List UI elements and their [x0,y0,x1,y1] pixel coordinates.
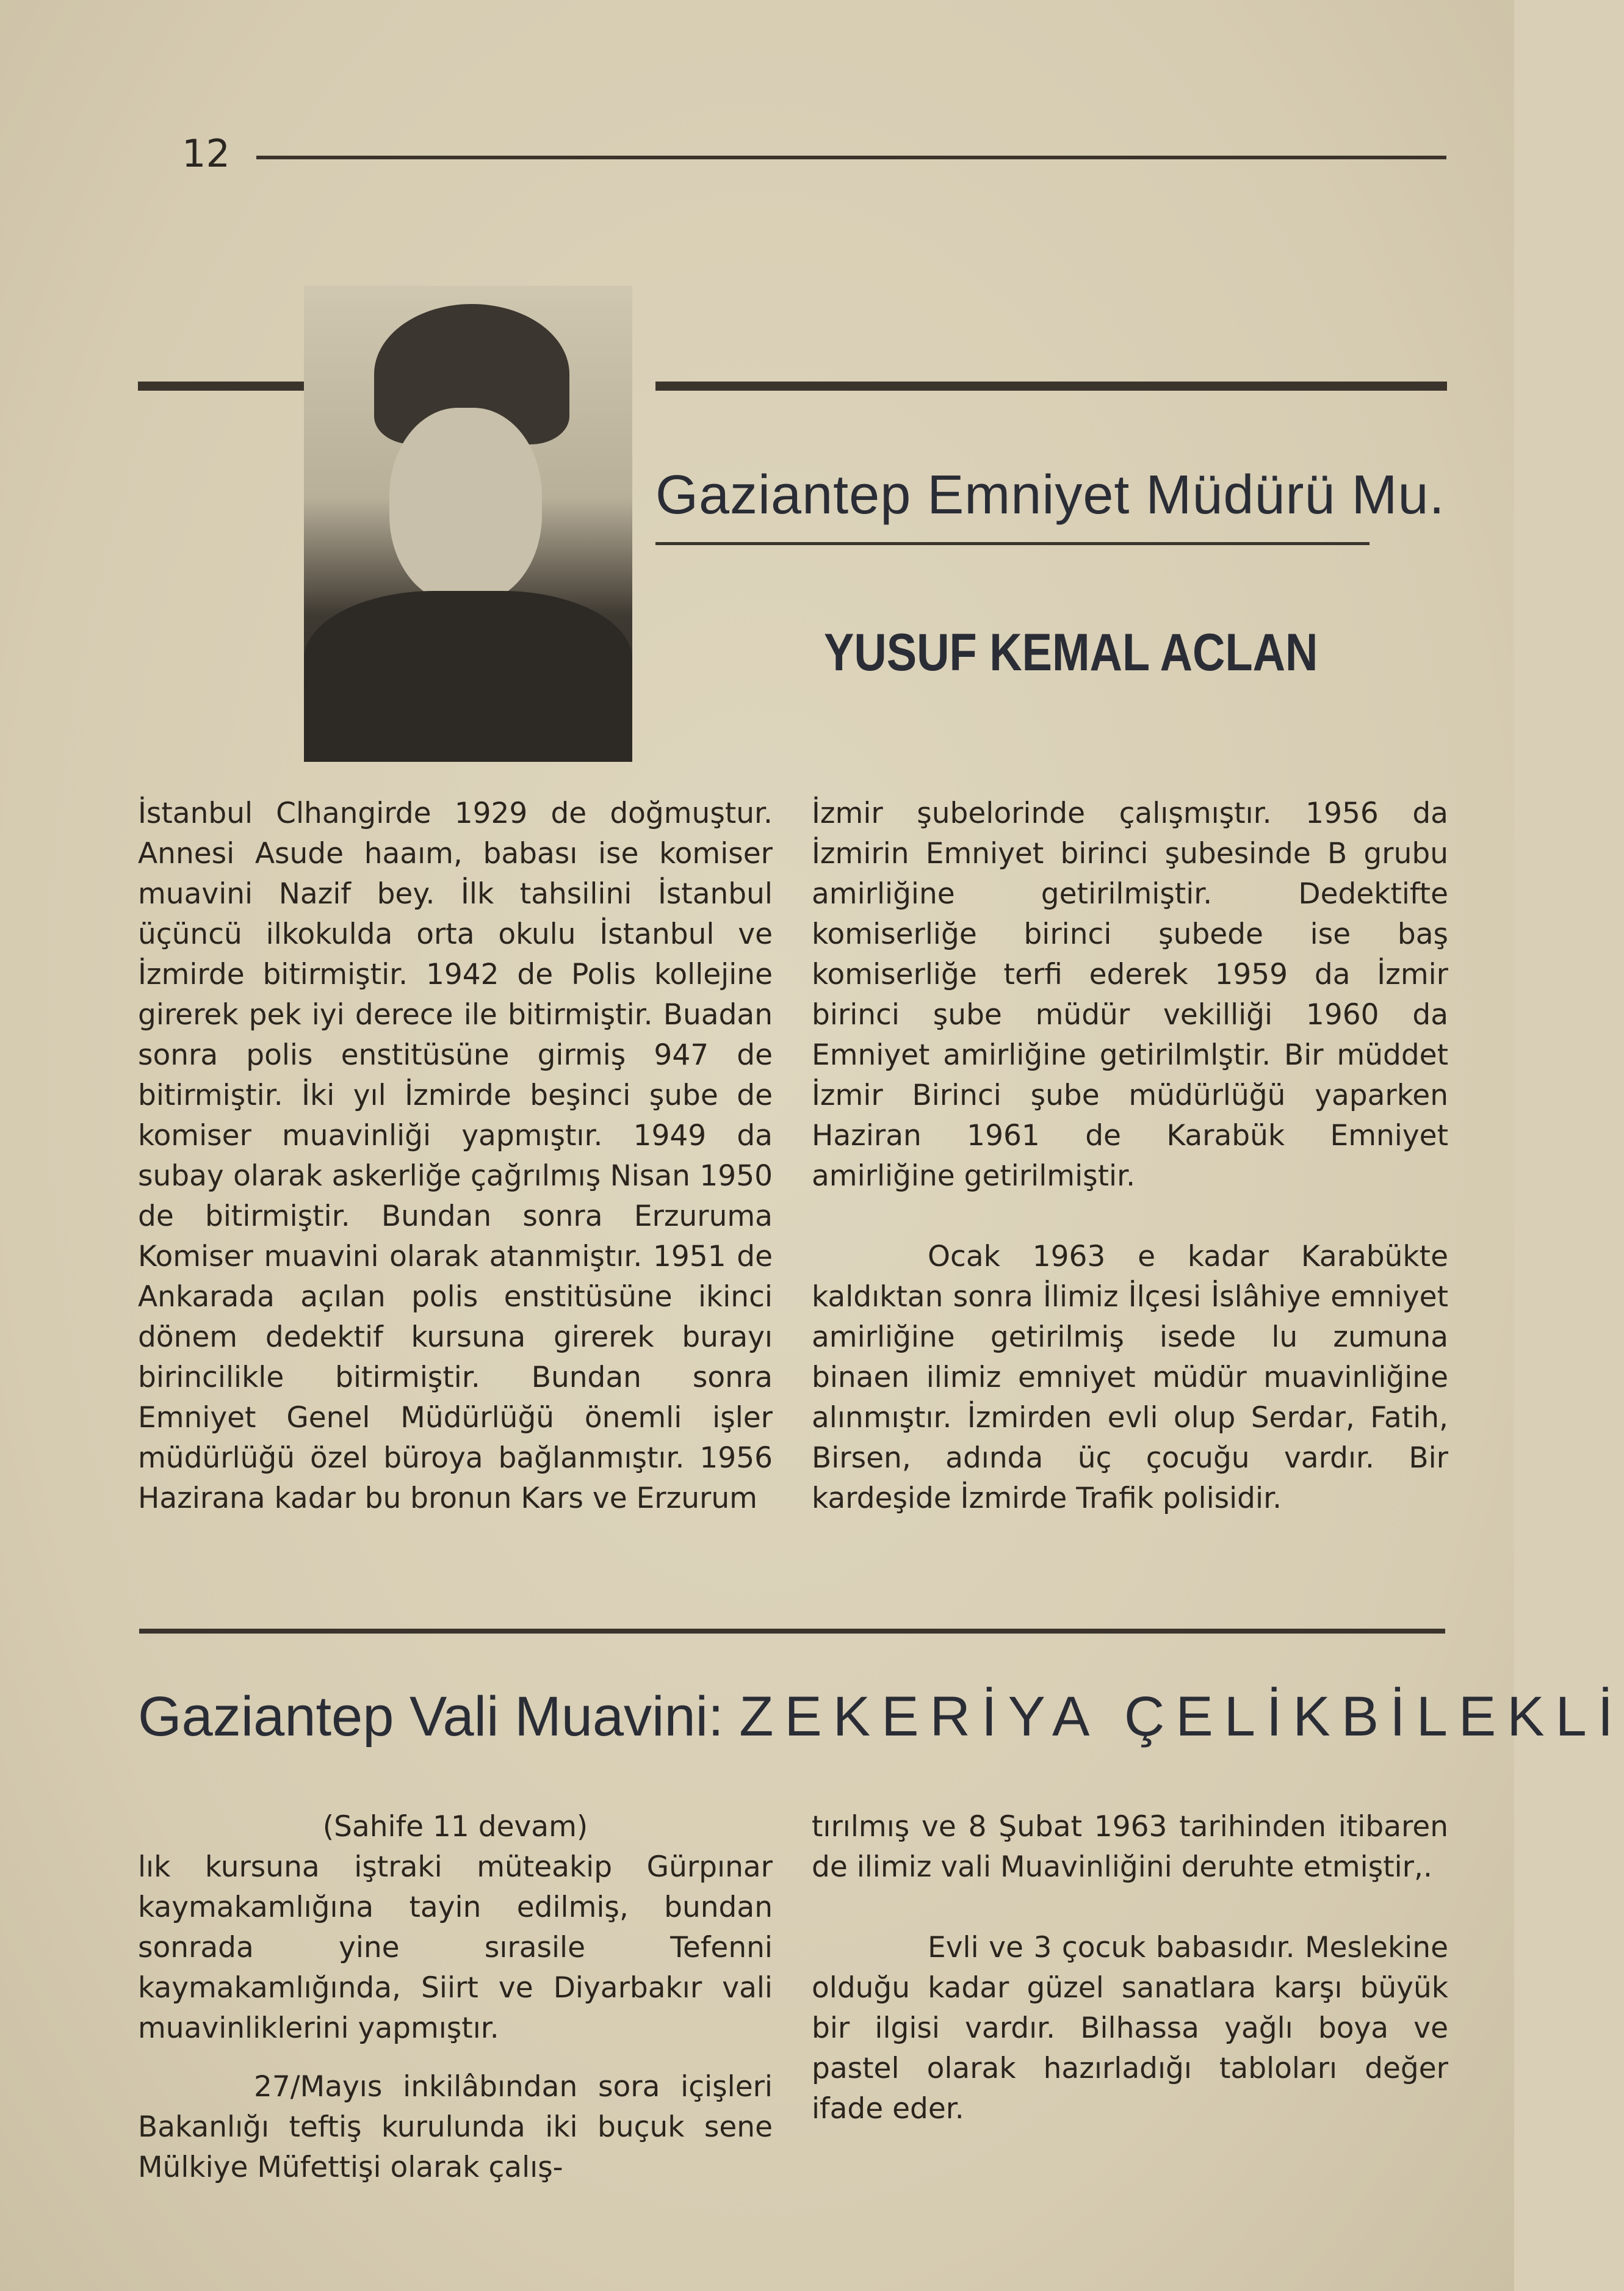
article1-paragraph: İzmir şubelorinde çalışmıştır. 1956 da İzmirin Emniyet birinci şubesinde B grubu amirliğine getirilmiştir. Dedektifte komiserliğe birinci şubede ise baş komiserliğe terfi ederek 1959 da İzmir birinci şube müdür vekilliği 1960 da Emniyet amirliğine getirilmlştir. Bir müddet İzmir Birinci şube müdürlüğü yaparken Haziran 1961 de Karabük Emniyet amirliğine getirilmiştir. [812,797,1448,1193]
article2-title-prefix: Gaziantep Vali Muavini: [138,1685,724,1748]
header-rule [256,156,1446,159]
article1-left-column [138,794,773,1519]
article2-paragraph: 27/Mayıs inkilâbından sora içişleri Bakanlığı teftiş kurulunda iki buçuk sene Mülkiye Müfettişi olarak çalış- [138,2070,773,2184]
page-number: 12 [182,131,230,176]
article2-right-column [812,1807,1448,2129]
header-band-right [655,382,1447,391]
article1-right-column [812,794,1448,1519]
section-divider [139,1629,1445,1634]
title-underline [655,542,1370,545]
portrait-photo [304,286,632,757]
article2-paragraph: Evli ve 3 çocuk babasıdır. Meslekine olduğu kadar güzel sanatlara karşı büyük bir ilgisi vardır. Bilhassa yağlı boya ve pastel olarak hazırladığı tabloları değer ifade eder. [812,1931,1448,2126]
article-title: Gaziantep Emniyet Müdürü Mu. [655,465,1445,526]
person-name: YUSUF KEMAL ACLAN [824,623,1318,682]
article2-title [138,1685,1624,1749]
continuation-note: (Sahife 11 devam) [322,1810,588,1844]
header-band-left [138,382,304,391]
article2-paragraph: lık kursuna iştraki müteakip Gürpınar kaymakamlığına tayin edilmiş, bundan sonrada yine sırasile Tefenni kaymakamlığında, Siirt ve Diyarbakır vali muavinliklerini yapmıştır. [138,1850,773,2045]
article2-person-name: ZEKERİYA ÇELİKBİLEKLİ [739,1685,1624,1748]
article2-paragraph: tırılmış ve 8 Şubat 1963 tarihinden itibaren de ilimiz vali Muavinliğini deruhte etmiştir,. [812,1810,1448,1884]
article1-paragraph: Ocak 1963 e kadar Karabükte kaldıktan sonra İlimiz İlçesi İslâhiye emniyet amirliğine getirilmiş isede lu zumuna binaen ilimiz emniyet müdür muavinliğine alınmıştır. İzmirden evli olup Serdar, Fatih, Birsen, adında üç çocuğu vardır. Bir kardeşide İzmirde Trafik polisidir. [812,1240,1448,1515]
article2-left-column [138,1807,773,2188]
article1-paragraph: İstanbul Clhangirde 1929 de doğmuştur. Annesi Asude haaım, babası ise komiser muavini Nazif bey. İlk tahsilini İstanbul üçüncü ilkokulda orta okulu İstanbul ve İzmirde bitirmiştir. 1942 de Polis kollejine girerek pek iyi derece ile bitirmiştir. Buadan sonra polis enstitüsüne girmiş 947 de bitirmiştir. İki yıl İzmirde beşinci şube de komiser muavinliği yapmıştır. 1949 da subay olarak askerliğe çağrılmış Nisan 1950 de bitirmiştir. Bundan sonra Erzuruma Komiser muavini olarak atanmiştır. 1951 de Ankarada açılan polis enstitüsüne ikinci dönem dedektif kursuna girerek burayı birincilikle bitirmiştir. Bundan sonra Emniyet Genel Müdürlüğü önemli işler müdürlüğü özel büroya bağlanmıştır. 1956 Hazirana kadar bu bronun Kars ve Erzurum [138,797,773,1515]
officer-face [389,408,542,603]
officer-uniform [304,591,632,762]
